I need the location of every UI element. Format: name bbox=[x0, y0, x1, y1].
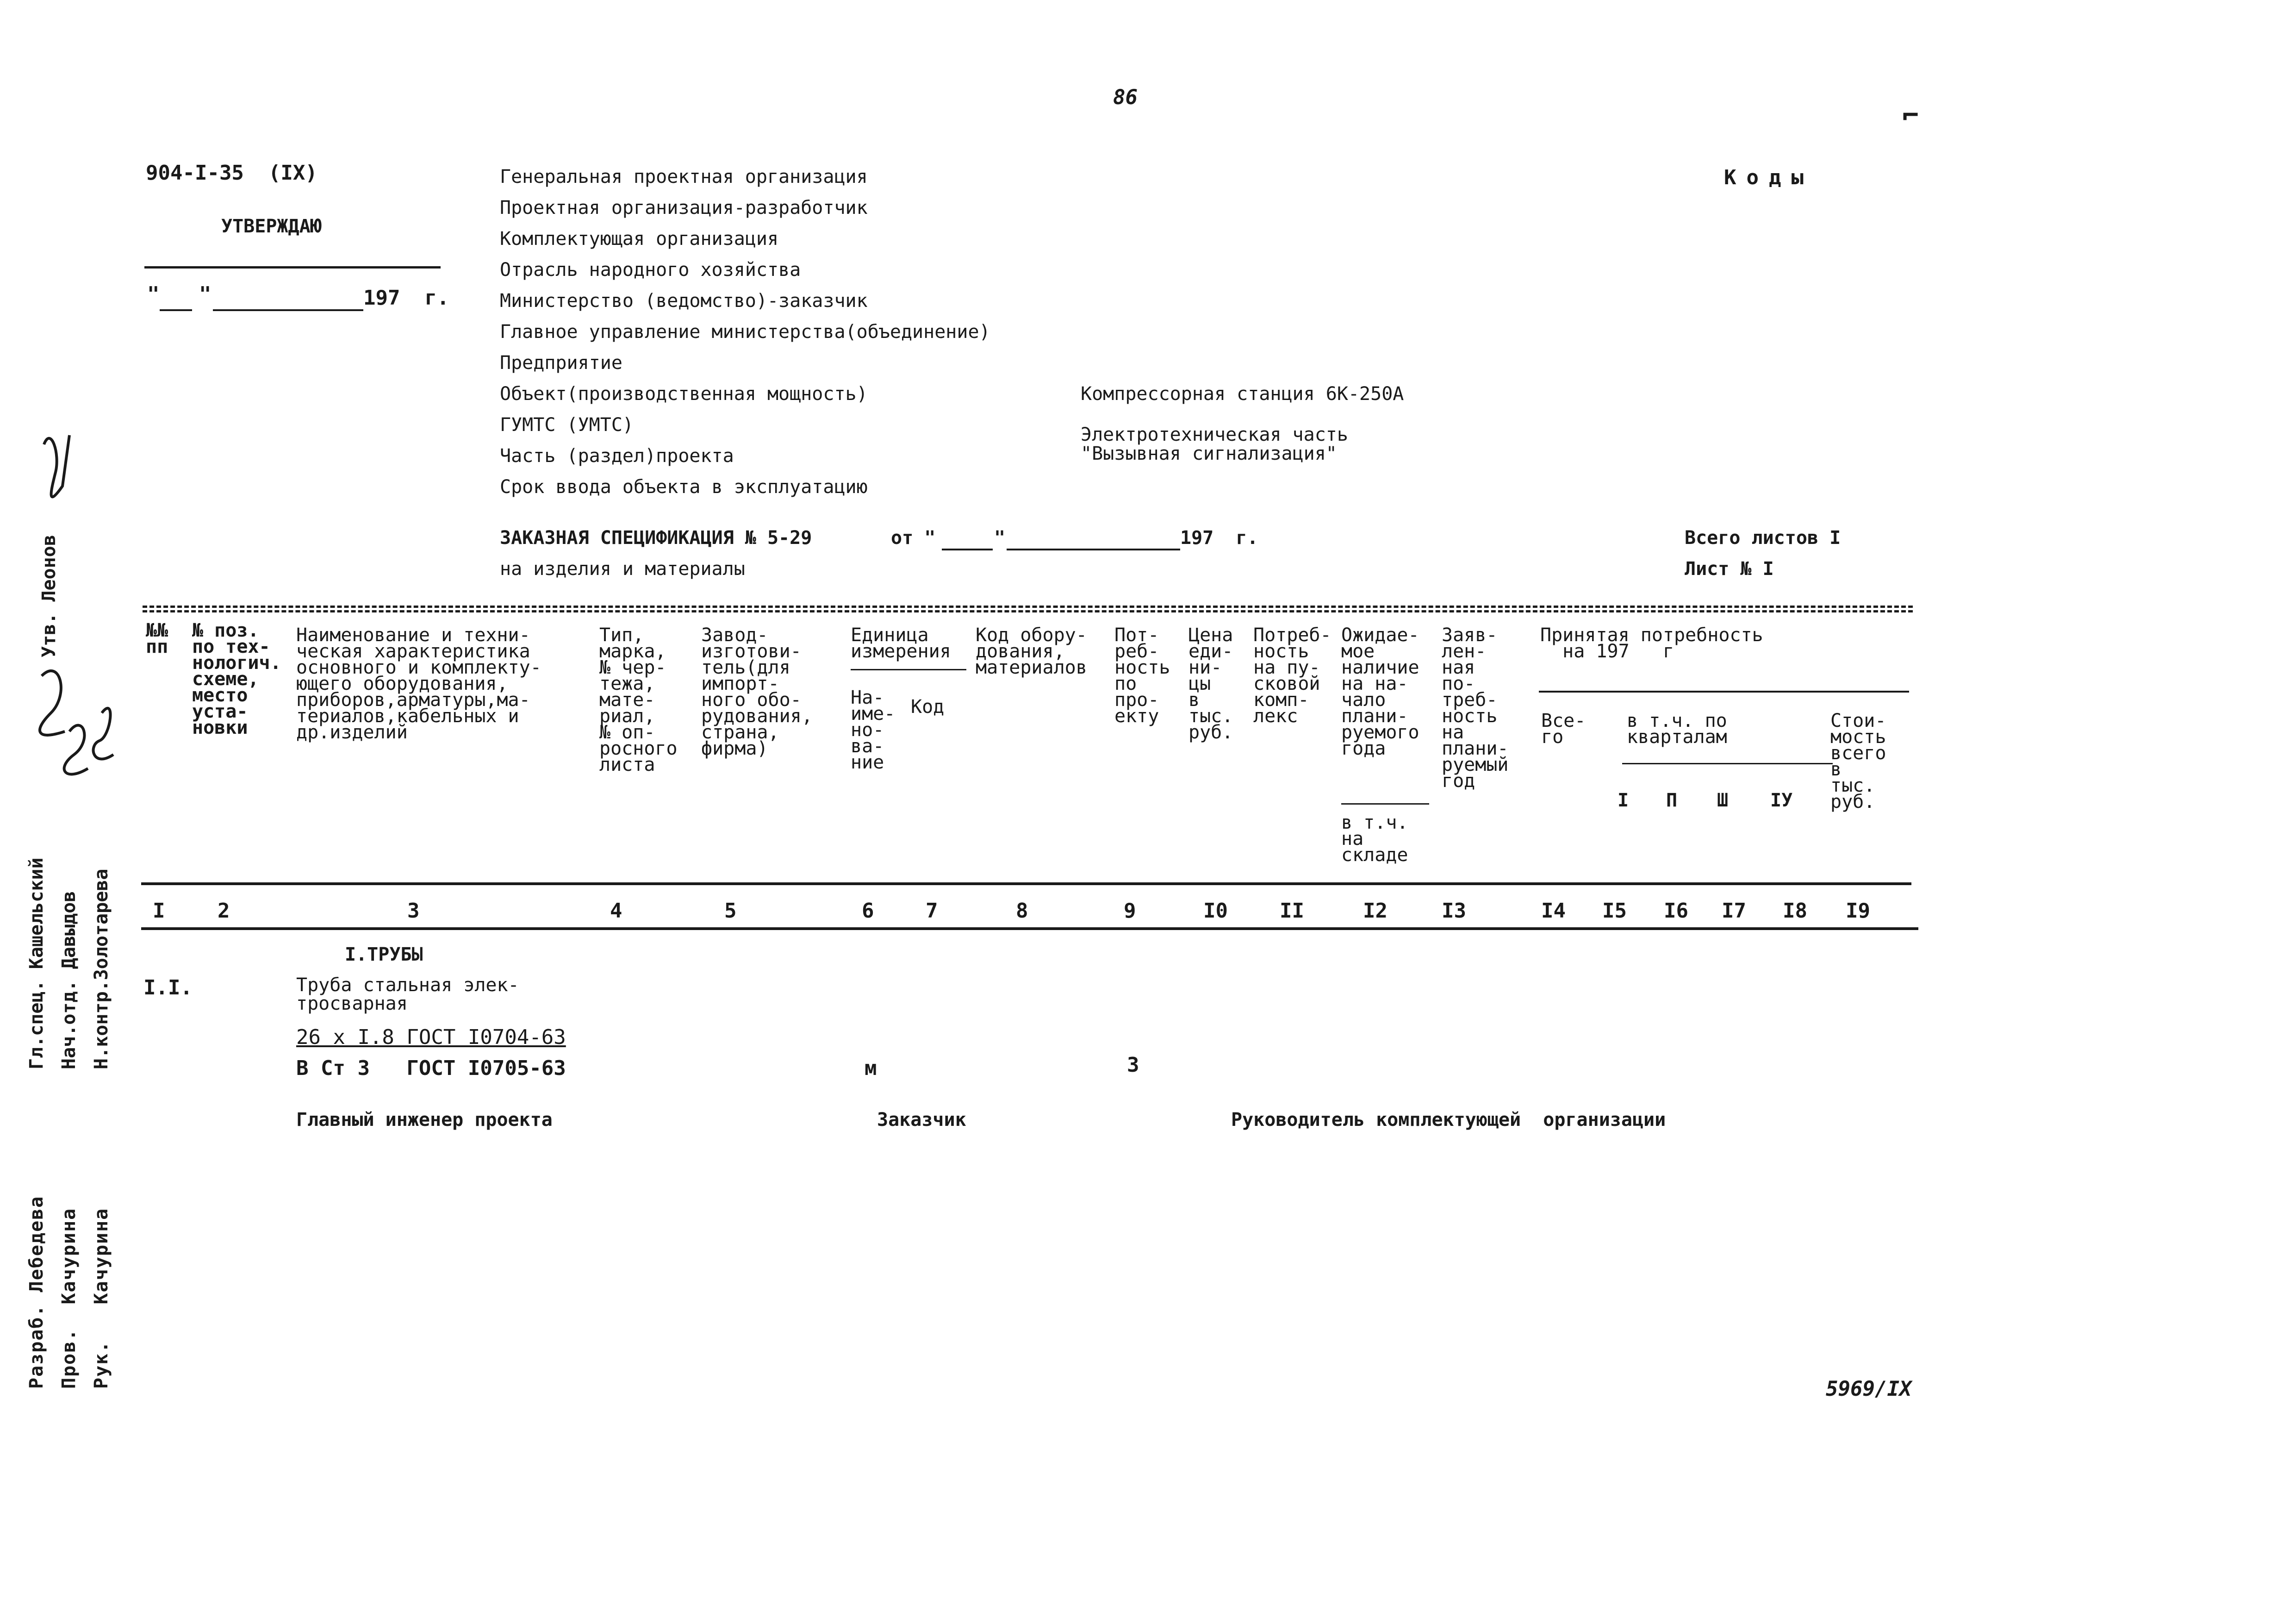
col-header-9: Пот- реб- ность по про- екту bbox=[1114, 625, 1170, 727]
col-num-17: I7 bbox=[1722, 899, 1746, 923]
col-header-4: Тип, марка, № чер- тежа, мате- риал, № оп- росного листа bbox=[599, 625, 678, 775]
col-num-6: 6 bbox=[862, 899, 874, 923]
object-value: Компрессорная станция 6К-250А bbox=[1081, 383, 1404, 405]
org-field-9: ГУМТС (УМТС) bbox=[500, 414, 634, 436]
table-top-rule-2 bbox=[143, 610, 1913, 612]
stamp-checker: Пров. Качурина bbox=[58, 1207, 80, 1389]
stamp-chief-spec: Гл.спец. Кашельский bbox=[26, 857, 47, 1069]
approve-signature-line bbox=[144, 266, 441, 269]
quarter-3: Ш bbox=[1717, 790, 1729, 811]
sign-chief-engineer: Главный инженер проекта bbox=[296, 1109, 553, 1131]
bottom-code: 5969/IX bbox=[1826, 1377, 1912, 1401]
col-num-14: I4 bbox=[1541, 899, 1566, 923]
stamp-approve: Утв. Леонов bbox=[38, 535, 60, 657]
col-num-12: I2 bbox=[1363, 899, 1388, 923]
sheet-number: Лист № I bbox=[1685, 558, 1774, 580]
col-header-6-group: Единица измерения bbox=[851, 625, 951, 662]
spec-title: ЗАКАЗНАЯ СПЕЦИФИКАЦИЯ № 5-29 bbox=[500, 527, 812, 549]
col-header-1: №№ пп bbox=[146, 620, 168, 657]
table-top-rule-1 bbox=[143, 606, 1913, 608]
spec-day-line bbox=[942, 549, 993, 550]
col12-split-line bbox=[1341, 803, 1429, 805]
col-header-2: № поз. по тех- нологич. схеме, место уста- новки bbox=[192, 620, 281, 738]
spec-year: 197 г. bbox=[1180, 527, 1258, 549]
accepted-group-line bbox=[1539, 691, 1909, 693]
quarter-4: IУ bbox=[1770, 790, 1793, 811]
numbers-bottom-rule bbox=[141, 927, 1918, 930]
row-spec-1: 26 х I.8 ГОСТ I0704-63 bbox=[296, 1025, 566, 1049]
col-header-3: Наименование и техни- ческая характеристика основного и комплекту- ющего оборудования, приборов,арматуры,ма- териалов,кабельных и др.изделий bbox=[296, 625, 541, 743]
accepted-header: Принятая потребность на 197 г bbox=[1540, 625, 1763, 662]
quarter-2: П bbox=[1666, 790, 1678, 811]
org-field-8: Объект(производственная мощность) bbox=[500, 383, 868, 405]
row-qty: 3 bbox=[1127, 1053, 1139, 1077]
approve-year: 197 г. bbox=[363, 286, 449, 310]
stamp-norm-control: Н.контр.Золотарева bbox=[91, 868, 112, 1069]
quarters-header: в т.ч. по кварталам bbox=[1627, 710, 1727, 748]
spec-from-mid: " bbox=[994, 527, 1006, 549]
date-day-line bbox=[160, 309, 192, 311]
row-name-2: тросварная bbox=[296, 993, 408, 1014]
approve-date-q1: " bbox=[147, 282, 160, 306]
col-header-12b: в т.ч. на складе bbox=[1341, 812, 1408, 866]
row-spec-2: В Ст 3 ГОСТ I0705-63 bbox=[296, 1056, 566, 1080]
header-bottom-rule bbox=[141, 882, 1911, 885]
section-title: I.ТРУБЫ bbox=[345, 944, 423, 965]
col-header-14: Все- го bbox=[1541, 710, 1586, 748]
approve-label: УТВЕРЖДАЮ bbox=[221, 216, 322, 237]
col-header-10: Цена еди- ни- цы в тыс. руб. bbox=[1188, 625, 1233, 743]
col-header-19: Стои- мость всего в тыс. руб. bbox=[1830, 710, 1886, 812]
col-num-5: 5 bbox=[724, 899, 737, 923]
col-num-4: 4 bbox=[610, 899, 622, 923]
part-value-2: "Вызывная сигнализация" bbox=[1081, 443, 1337, 464]
part-value-1: Электротехническая часть bbox=[1081, 424, 1348, 445]
org-field-1: Генеральная проектная организация bbox=[500, 166, 868, 187]
col-header-12: Ожидае- мое наличие на на- чало плани- руемого года bbox=[1341, 625, 1419, 759]
spec-subtitle: на изделия и материалы bbox=[500, 558, 745, 580]
org-field-2: Проектная организация-разработчик bbox=[500, 197, 868, 219]
spec-from: от " bbox=[891, 527, 936, 549]
org-field-6: Главное управление министерства(объединение) bbox=[500, 321, 990, 343]
col-header-11: Потреб- ность на пу- сковой комп- лекс bbox=[1253, 625, 1332, 727]
col-num-13: I3 bbox=[1442, 899, 1466, 923]
col-num-2: 2 bbox=[218, 899, 230, 923]
org-field-10: Часть (раздел)проекта bbox=[500, 445, 734, 467]
quarters-line bbox=[1622, 763, 1833, 764]
handwritten-signatures bbox=[19, 417, 120, 995]
col-header-7: Код bbox=[911, 696, 945, 718]
sign-head: Руководитель комплектующей организации bbox=[1231, 1109, 1666, 1131]
col-num-1: I bbox=[153, 899, 165, 923]
stamp-developer: Разраб. Лебедева bbox=[26, 1195, 47, 1389]
col-num-3: 3 bbox=[407, 899, 420, 923]
stamp-manager: Рук. Качурина bbox=[91, 1207, 112, 1389]
col-num-11: II bbox=[1280, 899, 1304, 923]
date-month-line bbox=[213, 309, 363, 311]
sign-customer: Заказчик bbox=[877, 1109, 966, 1131]
col-num-16: I6 bbox=[1664, 899, 1688, 923]
org-field-7: Предприятие bbox=[500, 352, 622, 374]
org-field-3: Комплектующая организация bbox=[500, 228, 779, 250]
col-num-8: 8 bbox=[1016, 899, 1028, 923]
col-header-8: Код обору- дования, материалов bbox=[976, 625, 1087, 678]
row-unit: м bbox=[865, 1056, 877, 1080]
stamp-dept-head: Нач.отд. Давыдов bbox=[58, 891, 80, 1069]
col-num-9: 9 bbox=[1124, 899, 1136, 923]
total-sheets: Всего листов I bbox=[1685, 527, 1841, 549]
col-header-13: Заяв- лен- ная по- треб- ность на плани- руемый год bbox=[1442, 625, 1509, 792]
col-num-10: I0 bbox=[1203, 899, 1228, 923]
col-header-6: На- име- но- ва- ние bbox=[851, 687, 896, 773]
org-field-4: Отрасль народного хозяйства bbox=[500, 259, 801, 281]
row-name-1: Труба стальная элек- bbox=[296, 974, 519, 996]
corner-mark: ⌐ bbox=[1902, 100, 1919, 132]
quarter-1: I bbox=[1618, 790, 1629, 811]
org-field-5: Министерство (ведомство)-заказчик bbox=[500, 290, 868, 312]
org-field-11: Срок ввода объекта в эксплуатацию bbox=[500, 476, 868, 498]
row-number: I.I. bbox=[143, 976, 193, 999]
codes-label: Коды bbox=[1724, 166, 1814, 189]
col-num-7: 7 bbox=[926, 899, 938, 923]
col-num-18: I8 bbox=[1783, 899, 1807, 923]
approve-date-q2: " bbox=[199, 282, 212, 306]
spec-month-line bbox=[1007, 549, 1180, 550]
col-num-15: I5 bbox=[1602, 899, 1627, 923]
doc-code: 904-I-35 (IX) bbox=[146, 161, 317, 185]
col-num-19: I9 bbox=[1846, 899, 1870, 923]
col-header-5: Завод- изготови- тель(для импорт- ного обо- рудования, страна, фирма) bbox=[701, 625, 813, 759]
unit-group-line bbox=[851, 669, 966, 670]
page-number: 86 bbox=[1113, 86, 1138, 109]
